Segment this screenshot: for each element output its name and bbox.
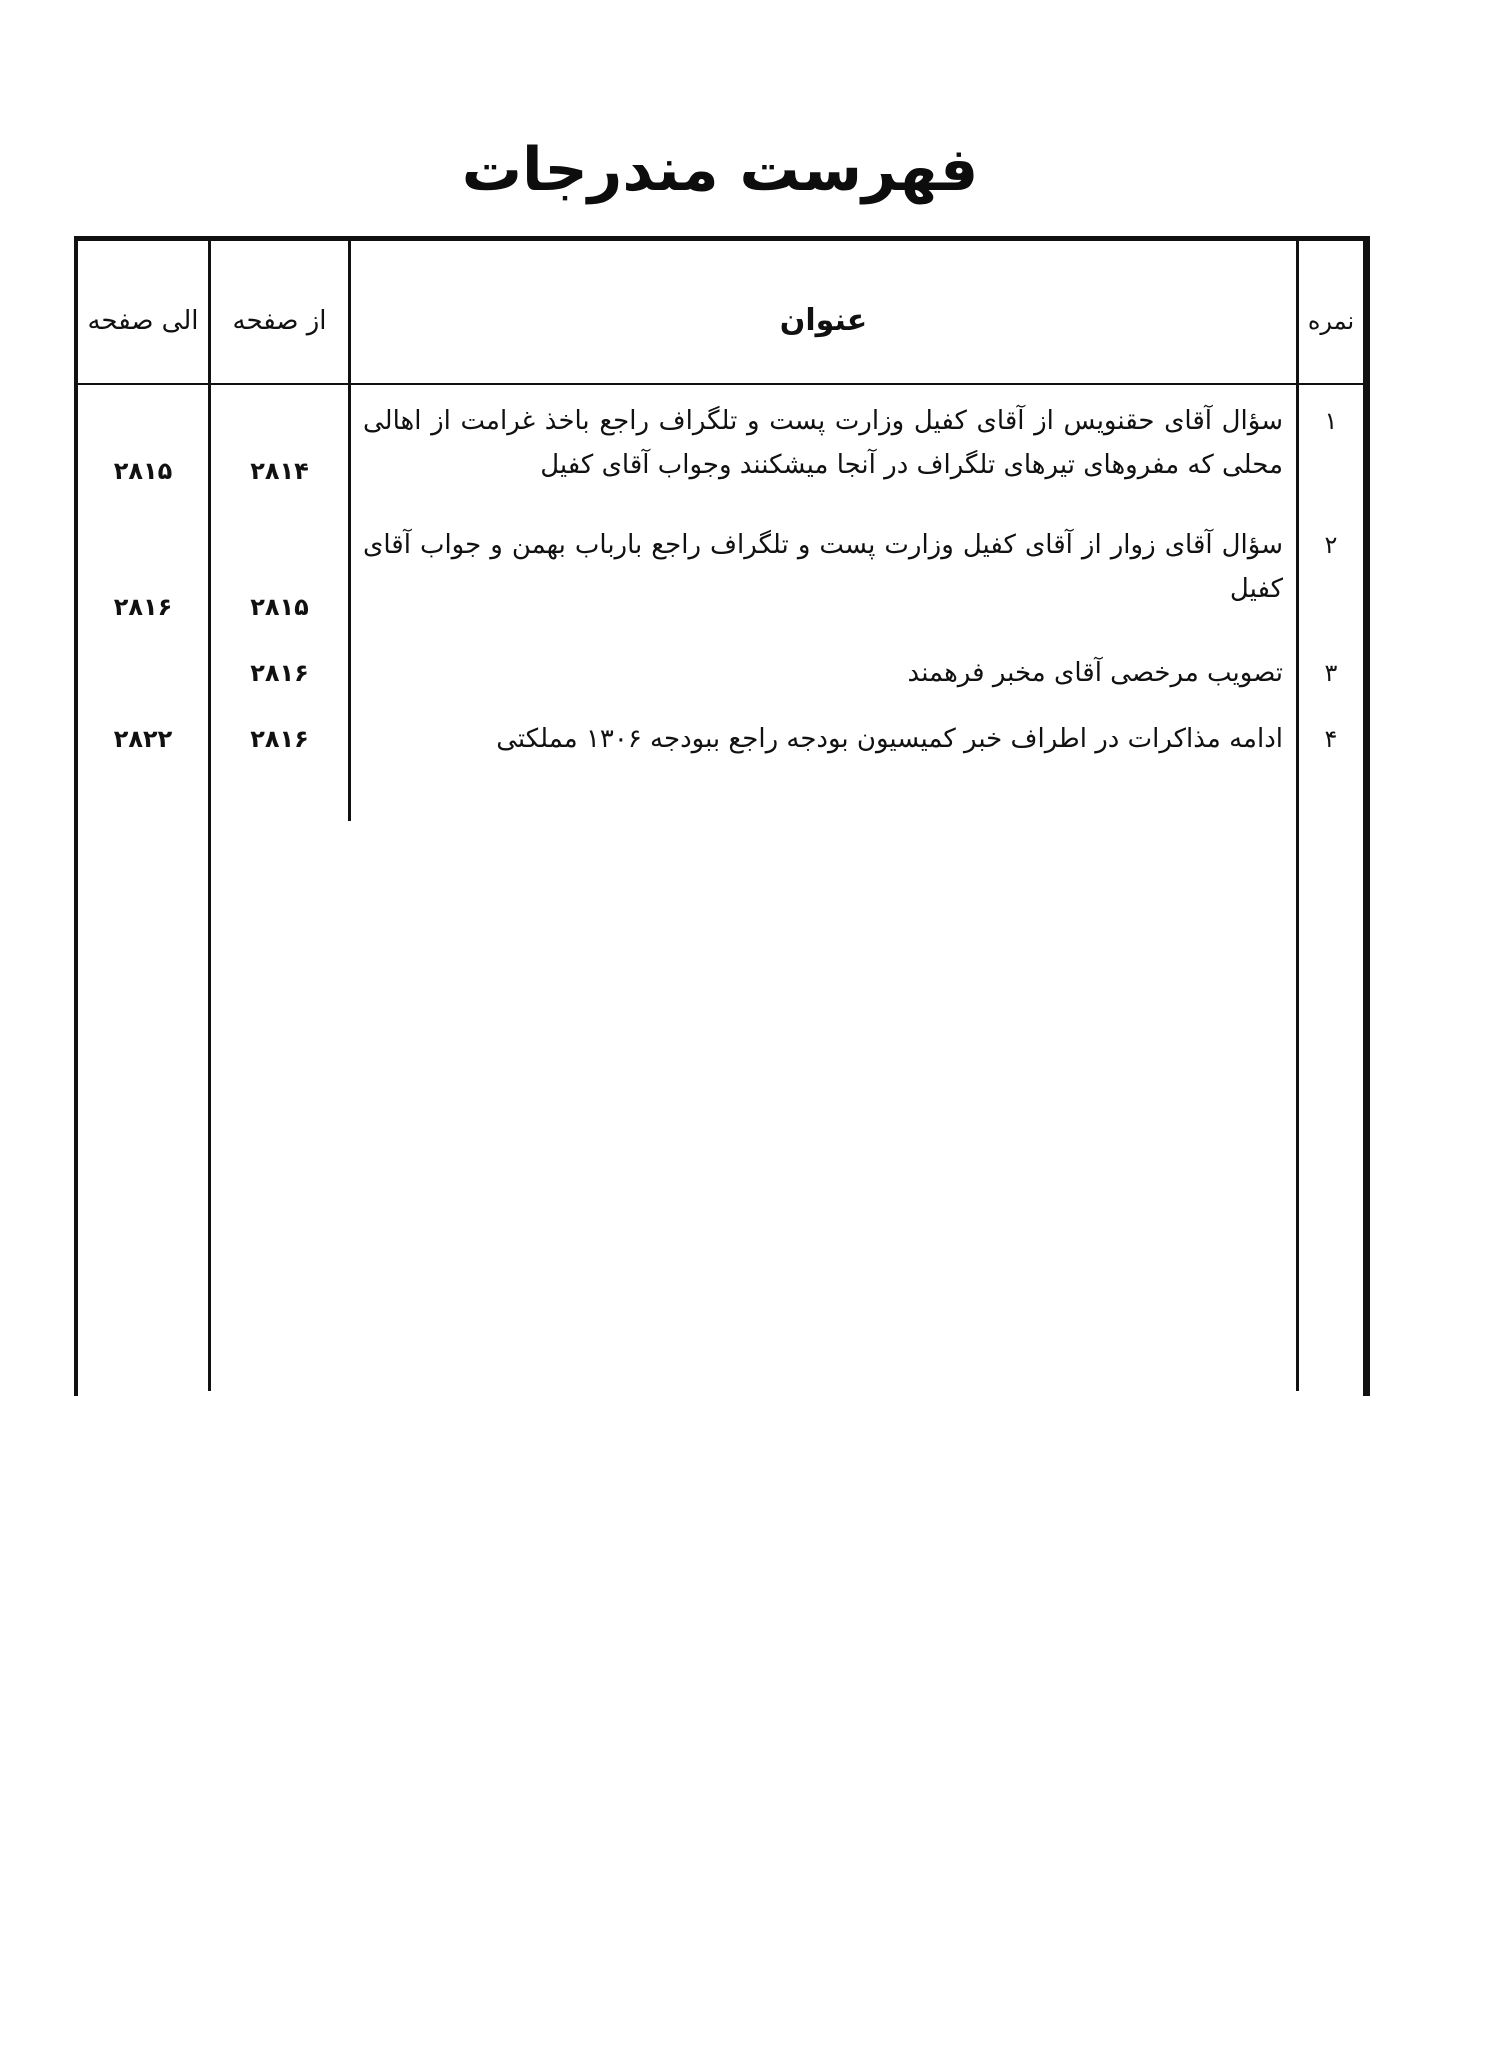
table-row [78,651,1363,695]
row-from-page: ۲۸۱۵ [250,593,309,621]
row-subject: سؤال آقای حقنویس از آقای کفیل وزارت پست و تلگراف راجع باخذ غرامت از اهالی محلی که مفروهای تیرهای تلگراف در آنجا میشکنند وجواب آقای کفیل [363,406,1283,480]
row-subject: سؤال آقای زوار از آقای کفیل وزارت پست و تلگراف راجع بارباب بهمن و جواب آقای کفیل [363,530,1283,604]
row-number: ۳ [1324,659,1338,687]
header-number: نمره [1307,307,1355,335]
row-subject: تصویب مرخصی آقای مخبر فرهمند [907,658,1283,688]
row-number: ۲ [1324,531,1338,559]
row-from-page: ۲۸۱۴ [250,457,309,485]
table-of-contents [74,236,1370,1396]
header-to-page: الی صفحه [87,306,199,336]
page-title: فهرست مندرجات [461,135,979,205]
row-number: ۱ [1324,407,1338,435]
header-subject: عنوان [779,303,868,338]
row-subject: ادامه مذاکرات در اطراف خبر کمیسیون بودجه راجع ببودجه ۱۳۰۶ مملکتی [496,724,1283,754]
header-divider [78,383,1363,385]
row-to-page: ۲۸۲۲ [113,725,173,753]
table-row [78,523,1363,619]
table-row [78,399,1363,495]
row-to-page: ۲۸۱۵ [113,457,173,485]
row-from-page: ۲۸۱۶ [250,659,309,687]
table-row [78,717,1363,761]
header-from-page: از صفحه [232,306,327,336]
row-number: ۴ [1324,725,1338,753]
row-from-page: ۲۸۱۶ [250,725,309,753]
row-to-page: ۲۸۱۶ [113,593,173,621]
